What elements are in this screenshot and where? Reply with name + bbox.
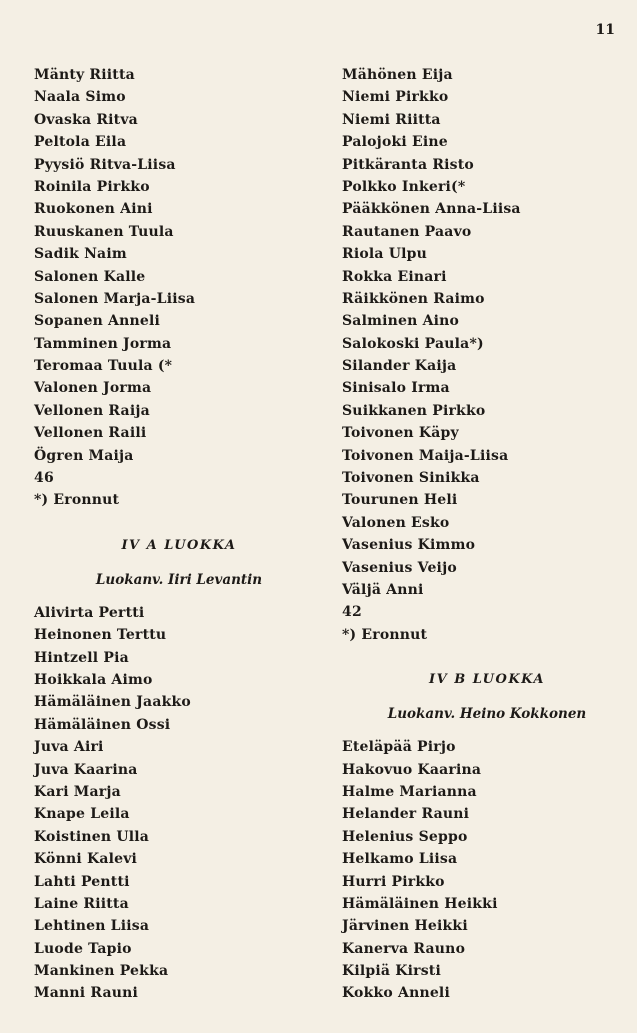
student-name: Toivonen Käpy xyxy=(342,425,459,442)
student-name: Pyysiö Ritva-Liisa xyxy=(34,156,176,173)
student-name: Roinila Pirkko xyxy=(34,178,150,195)
student-name: Kari Marja xyxy=(34,783,121,800)
class-heading: IV B LUOKKA xyxy=(429,672,545,688)
student-name: Mänty Riitta xyxy=(34,67,135,83)
student-name: Juva Airi xyxy=(34,739,104,756)
student-name: Riola Ulpu xyxy=(342,246,428,263)
student-name: Vasenius Veijo xyxy=(342,559,457,576)
student-name: Hakovuo Kaarina xyxy=(342,761,482,778)
student-name: Räikkönen Raimo xyxy=(342,290,485,307)
class-teacher: Luokanv. Heino Kokkonen xyxy=(387,706,587,723)
student-name: Tamminen Jorma xyxy=(34,335,172,352)
student-name: Ovaska Ritva xyxy=(34,111,138,128)
student-name: Helander Rauni xyxy=(342,806,470,823)
student-name: Knape Leila xyxy=(34,806,130,823)
student-name: Mähönen Eija xyxy=(342,67,453,83)
student-name: Salminen Aino xyxy=(342,313,460,330)
student-name: Niemi Riitta xyxy=(342,111,441,128)
student-name: Koistinen Ulla xyxy=(34,828,150,845)
student-name: Salonen Kalle xyxy=(34,268,146,285)
student-name: Sadik Naim xyxy=(34,246,127,263)
student-name: Heinonen Terttu xyxy=(34,627,167,644)
class-teacher: Luokanv. Iiri Levantin xyxy=(95,571,263,588)
student-name: Rokka Einari xyxy=(342,268,447,285)
student-name: Mankinen Pekka xyxy=(34,963,169,980)
student-name: Teromaa Tuula (* xyxy=(34,358,173,375)
student-name: Järvinen Heikki xyxy=(342,918,468,935)
student-count: 42 xyxy=(342,604,362,621)
spacer xyxy=(342,726,632,736)
left-column xyxy=(34,64,324,1005)
student-name: Kokko Anneli xyxy=(342,985,450,1002)
class-heading: IV A LUOKKA xyxy=(121,537,237,553)
student-name: Sopanen Anneli xyxy=(34,313,161,330)
student-name: Halme Marianna xyxy=(342,783,477,800)
student-name: Hämäläinen Ossi xyxy=(34,716,171,733)
right-column xyxy=(342,64,632,1005)
student-name: Kanerva Rauno xyxy=(342,940,466,957)
spacer xyxy=(34,512,324,534)
student-count: 46 xyxy=(34,470,54,487)
footnote: *) Eronnut xyxy=(342,626,428,643)
student-name: Juva Kaarina xyxy=(34,761,138,778)
student-name: Rautanen Paavo xyxy=(342,223,472,240)
page-number: 11 xyxy=(595,22,615,38)
student-name: Niemi Pirkko xyxy=(342,89,449,106)
student-name: Valonen Esko xyxy=(342,514,450,531)
student-name: Vasenius Kimmo xyxy=(342,537,476,554)
spacer xyxy=(342,646,632,668)
student-name: Valonen Jorma xyxy=(34,380,152,397)
student-name: Eteläpää Pirjo xyxy=(342,739,456,756)
student-name: Pitkäranta Risto xyxy=(342,156,474,173)
student-name: Silander Kaija xyxy=(342,358,457,375)
student-name: Sinisalo Irma xyxy=(342,380,450,397)
student-name: Palojoki Eine xyxy=(342,134,448,151)
student-name: Hämäläinen Jaakko xyxy=(34,694,191,711)
student-name: Ögren Maija xyxy=(34,447,134,464)
student-name: Hurri Pirkko xyxy=(342,873,445,890)
student-name: Tourunen Heli xyxy=(342,492,458,509)
student-name: Pääkkönen Anna-Liisa xyxy=(342,201,521,218)
student-name: Manni Rauni xyxy=(34,985,139,1002)
student-name: Helenius Seppo xyxy=(342,828,468,845)
student-name: Polkko Inkeri(* xyxy=(342,178,466,195)
student-name: Helkamo Liisa xyxy=(342,851,458,868)
student-name: Lahti Pentti xyxy=(34,873,130,890)
student-name: Laine Riitta xyxy=(34,895,129,912)
student-name: Hintzell Pia xyxy=(34,649,129,666)
student-name: Vellonen Raija xyxy=(34,402,150,419)
student-name: Väljä Anni xyxy=(342,581,424,598)
student-name: Alivirta Pertti xyxy=(34,604,145,621)
student-name: Lehtinen Liisa xyxy=(34,918,150,935)
student-name: Könni Kalevi xyxy=(34,851,138,868)
student-name: Kilpiä Kirsti xyxy=(342,963,441,980)
footnote: *) Eronnut xyxy=(34,492,120,509)
student-name: Hoikkala Aimo xyxy=(34,671,153,688)
student-name: Hämäläinen Heikki xyxy=(342,895,498,912)
student-name: Luode Tapio xyxy=(34,940,132,957)
spacer xyxy=(34,592,324,602)
student-name: Ruokonen Aini xyxy=(34,201,153,218)
student-name: Vellonen Raili xyxy=(34,425,147,442)
student-name: Naala Simo xyxy=(34,89,126,106)
student-name: Ruuskanen Tuula xyxy=(34,223,174,240)
student-name: Suikkanen Pirkko xyxy=(342,402,486,419)
student-name: Toivonen Maija-Liisa xyxy=(342,447,509,464)
student-name: Salokoski Paula*) xyxy=(342,335,484,352)
student-name: Peltola Eila xyxy=(34,134,127,151)
student-name: Toivonen Sinikka xyxy=(342,470,480,487)
student-name: Salonen Marja-Liisa xyxy=(34,290,196,307)
